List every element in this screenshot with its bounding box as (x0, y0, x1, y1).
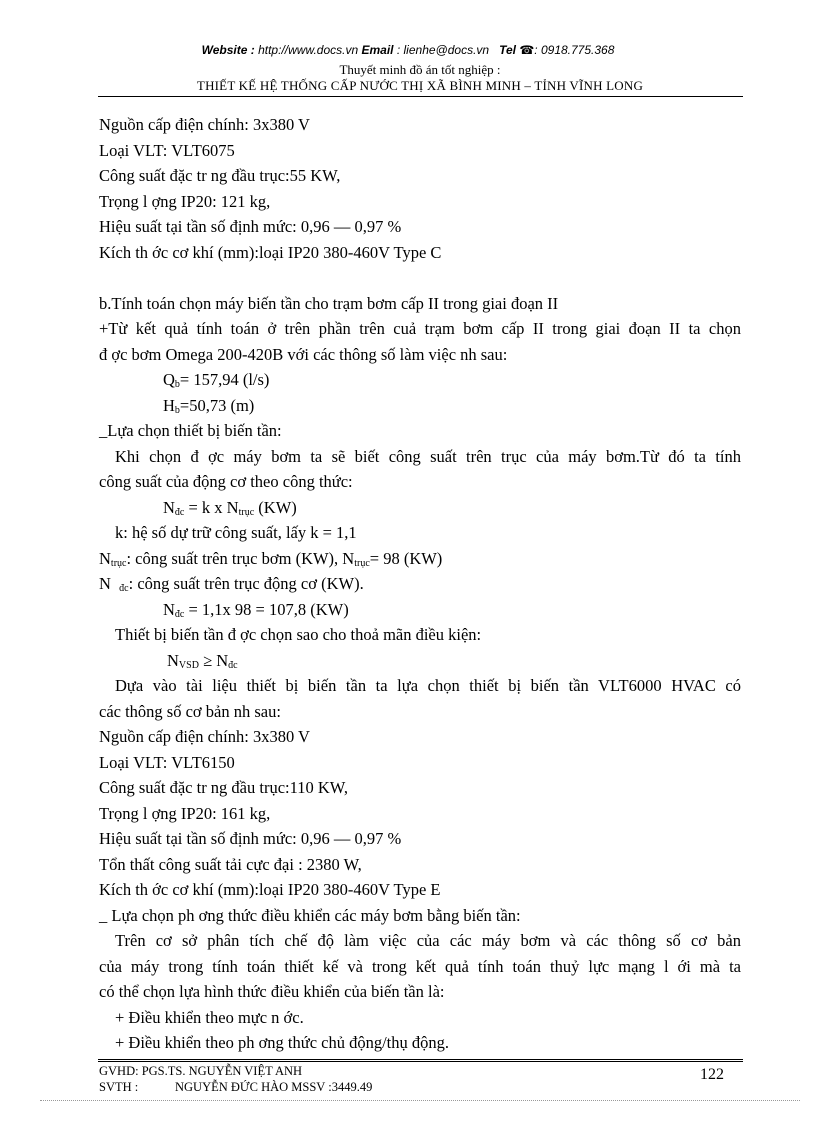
doc-subtitle: Thuyết minh đồ án tốt nghiệp : (339, 62, 501, 77)
section-heading: b.Tính toán chọn máy biến tần cho trạm bơm cấp II trong giai đoạn II (99, 293, 559, 313)
text-line: Kích th ớc cơ khí (mm):loại IP20 380-460V Type E (99, 880, 441, 899)
text-line: Trọng l ợng IP20: 161 kg, (99, 803, 271, 823)
text-line: Công suất đặc tr ng đầu trục:55 KW, (99, 166, 341, 185)
svth-label: SVTH : (99, 1080, 139, 1094)
text-line: công suất của động cơ theo công thức: (99, 472, 353, 491)
formula-line: $N_{đc} = k$ x $N_{trục}$ (KW) (163, 497, 297, 518)
text-line: các thông số cơ bản nh sau: (99, 701, 281, 721)
text-line: + Điều khiển theo mực n ớc. (115, 1007, 304, 1027)
footer-svth (99, 1080, 372, 1095)
phone-icon: ☎ (519, 43, 535, 57)
text-line: Kích th ớc cơ khí (mm):loại IP20 380-460V Type C (99, 242, 442, 262)
formula-line: $N_{trục}$: công suất trên trục bơm (KW), $N_{trục}= 98$ (KW) (99, 548, 443, 569)
formula-line: $Q_b= 157,94$ (l/s) (163, 370, 270, 390)
text-line: của máy trong tính toán thiết kế và trong kết quả tính toán thuỷ lực mạng l ới mà ta (99, 956, 741, 976)
doc-title: THIẾT KẾ HỆ THỐNG CẤP NƯỚC THỊ XÃ BÌNH MINH – TỈNH VĨNH LONG (196, 78, 644, 93)
text-line: Loại VLT: VLT6075 (99, 140, 235, 160)
email-value[interactable]: : lienhe@docs.vn (396, 43, 490, 57)
text-line: Tổn thất công suất tải cực đại : 2380 W, (99, 854, 362, 874)
text-line: _Lựa chọn thiết bị biến tần: (99, 421, 282, 440)
text-line: Nguồn cấp điện chính: 3x380 V (99, 115, 310, 134)
text-line: Loại VLT: VLT6150 (99, 752, 235, 772)
body-text (99, 112, 741, 1056)
blank-line (99, 265, 741, 291)
tel-label: Tel (499, 43, 516, 57)
website-header (0, 43, 816, 57)
text-line: k: hệ số dự trữ công suất, lấy k = 1,1 (115, 523, 357, 542)
text-line: Thiết bị biến tần đ ợc chọn sao cho thoả mãn điều kiện: (115, 625, 482, 644)
text-line: Trên cơ sở phân tích chế độ làm việc của các máy bơm và các thông số cơ bản (115, 931, 741, 950)
svth-value: NGUYỄN ĐỨC HÀO MSSV :3449.49 (175, 1080, 373, 1094)
text-line: +Từ kết quả tính toán ở trên phần trên cuả trạm bơm cấp II trong giai đoạn II ta chọn (99, 319, 741, 338)
email-label: Email (361, 43, 394, 57)
page-edge-dots (40, 1100, 800, 1101)
text-line: + Điều khiển theo ph ơng thức chủ động/thụ động. (115, 1033, 450, 1052)
text-line: _ Lựa chọn ph ơng thức điều khiển các máy bơm bằng biến tần: (99, 905, 521, 925)
website-label: Website : (201, 43, 255, 57)
tel-value: : 0918.775.368 (534, 43, 615, 57)
text-line: Công suất đặc tr ng đầu trục:110 KW, (99, 778, 348, 797)
text-line: có thể chọn lựa hình thức điều khiển của biến tần là: (99, 982, 445, 1001)
formula-line: $H_b=50,73$ (m) (163, 395, 255, 416)
page-number: 122 (700, 1066, 724, 1083)
text-line: Khi chọn đ ợc máy bơm ta sẽ biết công suất trên trục của máy bơm.Từ đó ta tính (115, 446, 741, 466)
formula-line: $N_{VSD} \ge N_{đc}$ (167, 650, 238, 671)
footer-gvhd: GVHD: PGS.TS. NGUYỄN VIỆT ANH (99, 1064, 303, 1078)
formula-line: $N_{đc} = 1,1x$ 98 = 107,8 (KW) (163, 599, 349, 620)
header-rule (98, 96, 743, 97)
text-line: Trọng l ợng IP20: 121 kg, (99, 191, 271, 211)
text-line: Hiệu suất tại tần số định mức: 0,96 — 0,97 % (99, 829, 402, 848)
formula-line: N $_{đc}$: công suất trên trục động cơ (KW). (99, 574, 364, 594)
text-line: đ ợc bơm Omega 200-420B với các thông số làm việc nh sau: (99, 344, 508, 364)
footer-rule (98, 1059, 743, 1063)
text-line: Hiệu suất tại tần số định mức: 0,96 — 0,97 % (99, 217, 402, 236)
website-url[interactable]: http://www.docs.vn (258, 43, 359, 57)
text-line: Nguồn cấp điện chính: 3x380 V (99, 727, 310, 746)
text-line: Dựa vào tài liệu thiết bị biến tần ta lựa chọn thiết bị biến tần VLT6000 HVAC có (115, 676, 741, 695)
